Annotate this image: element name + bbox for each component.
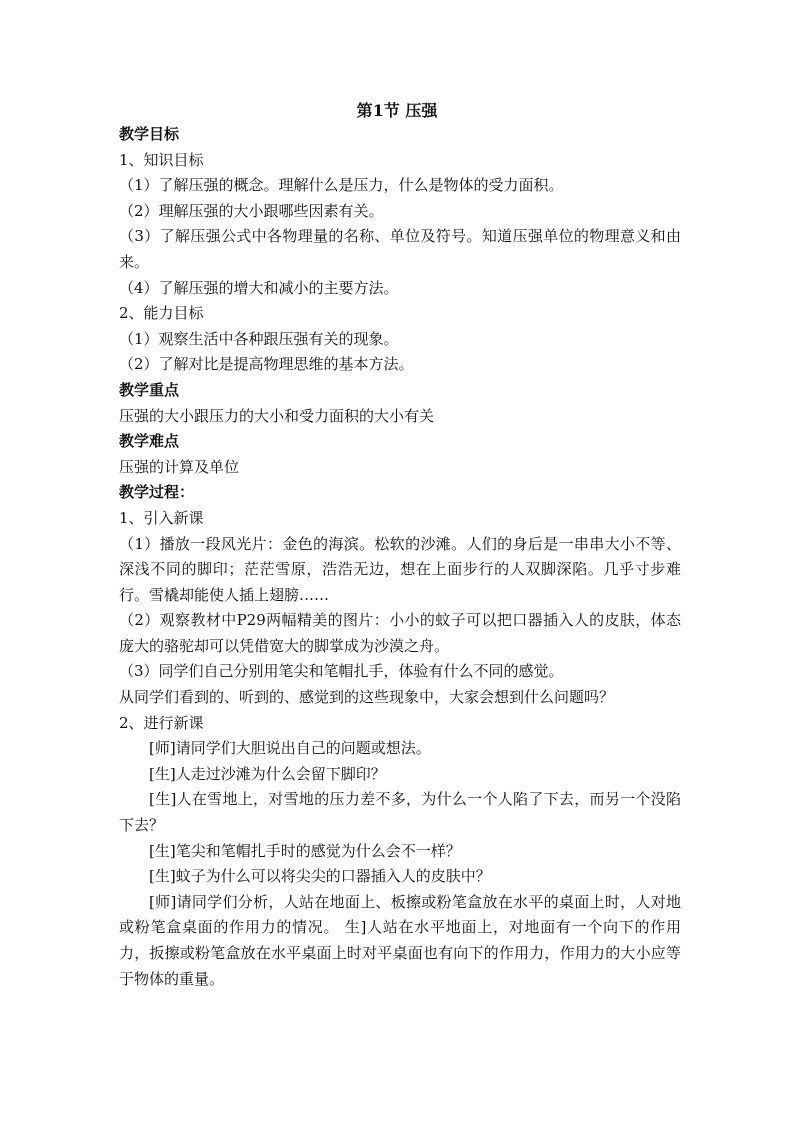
heading-difficulties: 教学难点 — [119, 432, 180, 451]
subheading-ability-goals: 2、能力目标 — [119, 304, 204, 323]
key-points-text: 压强的大小跟压力的大小和受力面积的大小有关 — [119, 406, 435, 425]
ability-goal-item: （2）了解对比是提高物理思维的基本方法。 — [119, 355, 414, 374]
introduction-paragraph: （2）观察教材中P29两幅精美的图片：小小的蚊子可以把口器插入人的皮肤，体态庞大的骆驼却可以凭借宽大的脚掌成为沙漠之舟。 — [119, 611, 681, 655]
introduction-question: 从同学们看到的、听到的、感觉到的这些现象中，大家会想到什么问题吗？ — [119, 688, 615, 707]
document-title: 第1节 压强 — [356, 101, 438, 120]
introduction-paragraph: （3）同学们自己分别用笔尖和笔帽扎手，体验有什么不同的感觉。 — [119, 662, 564, 681]
heading-teaching-goals: 教学目标 — [119, 125, 180, 143]
knowledge-goal-item: （4）了解压强的增大和减小的主要方法。 — [119, 278, 399, 297]
knowledge-goal-item: （1）了解压强的概念。理解什么是压力，什么是物体的受力面积。 — [119, 176, 564, 195]
dialogue-line: [生]蚊子为什么可以将尖尖的口器插入人的皮肤中？ — [149, 867, 491, 886]
dialogue-line: [生]笔尖和笔帽扎手时的感觉为什么会不一样？ — [149, 841, 461, 860]
dialogue-line: [生]人走过沙滩为什么会留下脚印？ — [149, 764, 386, 783]
ability-goal-item: （1）观察生活中各种跟压强有关的现象。 — [119, 329, 399, 348]
knowledge-goal-item: （2）理解压强的大小跟哪些因素有关。 — [119, 201, 384, 220]
knowledge-goal-item: （3）了解压强公式中各物理量的名称、单位及符号。知道压强单位的物理意义和由来。 — [119, 227, 681, 271]
introduction-paragraph: （1）播放一段风光片：金色的海滨。松软的沙滩。人们的身后是一串串大小不等、深浅不同的脚印；茫茫雪原，浩浩无边，想在上面步行的人双脚深陷。几乎寸步难行。雪橇却能使人插上翅膀…… — [119, 534, 681, 604]
dialogue-paragraph: [师]请同学们分析，人站在地面上、板擦或粉笔盒放在水平的桌面上时，人对地或粉笔盒桌面的作用力的情况。 生]人站在水平地面上，对地面有一个向下的作用力，扳擦或粉笔盒放在水平桌面上时对平桌面也有向下的作用力，作用力的大小应等于物体的重量。 — [119, 892, 681, 988]
dialogue-line: [生]人在雪地上，对雪地的压力差不多，为什么一个人陷了下去，而另一个没陷下去？ — [119, 790, 681, 835]
difficulties-text: 压强的计算及单位 — [119, 457, 240, 476]
heading-key-points: 教学重点 — [119, 380, 180, 399]
subheading-introduction: 1、引入新课 — [119, 508, 204, 527]
dialogue-line: [师]请同学们大胆说出自己的问题或想法。 — [149, 739, 431, 758]
document-body — [119, 122, 681, 992]
subheading-new-lesson: 2、进行新课 — [119, 713, 204, 732]
subheading-knowledge-goals: 1、知识目标 — [119, 150, 204, 169]
heading-teaching-process: 教学过程： — [119, 483, 195, 502]
